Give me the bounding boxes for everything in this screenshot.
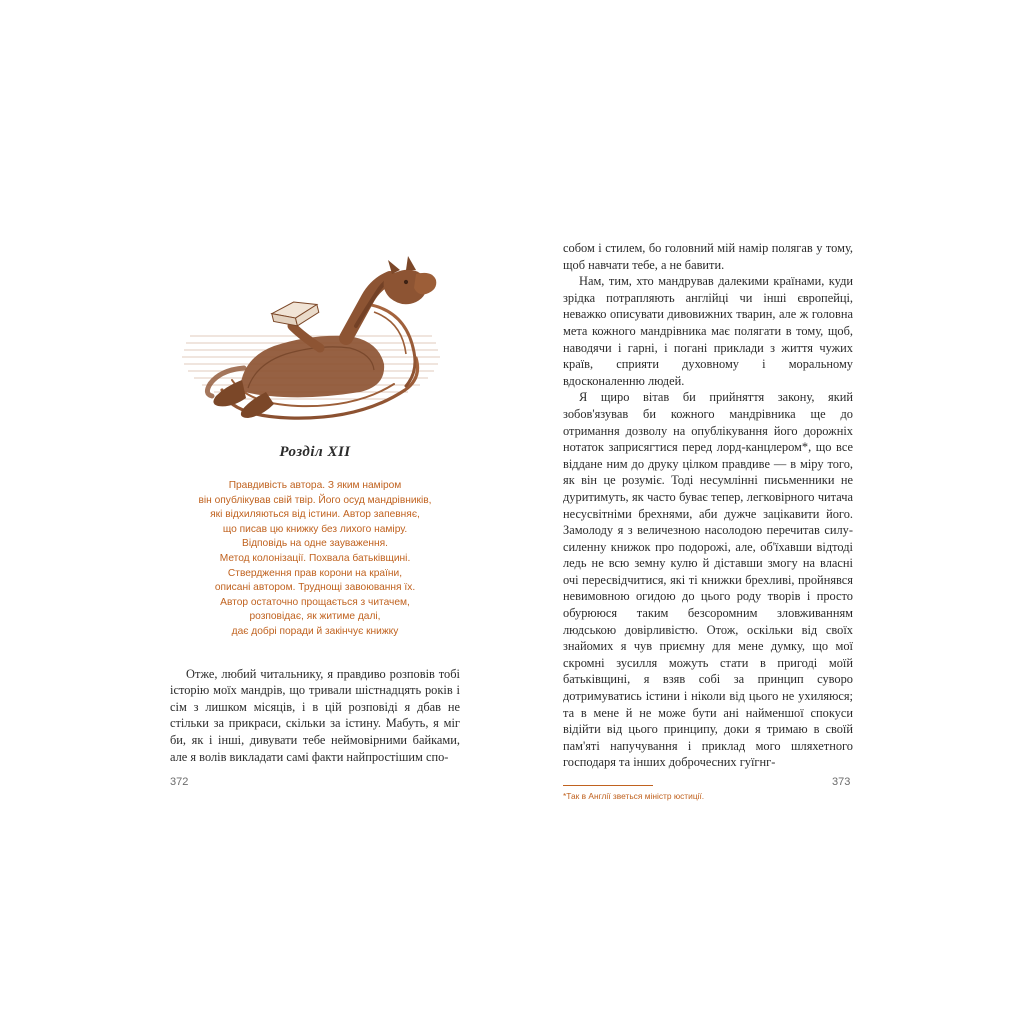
paragraph: Нам, тим, хто мандрував далекими країнами, куди зрідка потрапляють англійці чи інші європейці, неважко описувати дивовижних тварин, але ж головна мета кожного мандрівника має полягати в тому, щоб, наводячи і гарні, і погані приклади з життя чужих країв, сприяти духовному і моральному вдосконаленню людей. (563, 274, 853, 388)
synopsis-line: розповідає, як житиме далі, (249, 611, 381, 623)
synopsis-line: Відповідь на одне зауваження. (242, 538, 388, 550)
synopsis-line: дає добрі поради й закінчує книжку (231, 625, 399, 637)
paragraph: Отже, любий читальнику, я правдиво розповів тобі історію моїх мандрів, що тривали шістнадцять років і сім з лишком місяців, і в цій розповіді я дбав не стільки за прикраси, скільки за істину. Мабуть, я міг би, як і інші, дивувати тебе неймовірними байками, але я волів викладати самі факти найпростішим спо- (170, 666, 460, 764)
synopsis-line: описані автором. Труднощі завоювання їх. (214, 582, 416, 594)
right-page-body (563, 240, 853, 771)
synopsis-line: які відхиляються від істини. Автор запевняє, (210, 509, 420, 521)
footnote-divider (563, 785, 653, 786)
page-number-right: 373 (832, 776, 851, 788)
page-number-left: 372 (170, 776, 189, 788)
synopsis-line: Автор остаточно прощається з читачем, (220, 596, 410, 608)
left-page-body (170, 666, 460, 766)
horse-reading-book-icon (170, 240, 452, 430)
paragraph: Я щиро вітав би прийняття закону, який зобов'язував би кожного мандрівника ще до отримання дозволу на опублікування його дорожніх нотаток заприсягтися перед лорд-канцлером*, що все віддане ним до друку цілком правдиве — в міру того, як він це розуміє. Тоді несумлінні письменники не дуритимуть, як часто буває тепер, легковірного читача несусвітніми брехнями, аби дужче зацікавити його. Замолоду я з величезною насолодою перечитав силу-силенну книжок про подорожі, але, об'їхавши відтоді ледь не всю земну кулю й діставши змогу на власні очі пересвідчитися, які ті книжки брехливі, пройнявся невимовною огидою до цього роду творів і просто обурююся таким безсоромним зловживанням людською довірливістю. Отож, оскільки від своїх знайомих я чув приємну для мене думку, що мої скромні зусилля можуть стати в пригоді моїй батьківщині, я взяв собі за принцип суворо дотримуватись істини і ніколи від цього не ухиляюся; та в мене й не може бути ані найменшої спокуси відійти від цього принципу, доки я тримаю в своїй пам'яті напучування і приклад мого шляхетного господаря та інших доброчесних гуїгнг- (563, 390, 853, 770)
synopsis-line: Ствердження прав корони на країни, (227, 567, 403, 579)
synopsis-line: Правдивість автора. З яким наміром (228, 480, 402, 491)
paragraph: собом і стилем, бо головний мій намір полягав у тому, щоб навчати тебе, а не бавити. (563, 241, 853, 272)
synopsis-line: він опублікував свій твір. Його осуд мандрівників, (198, 494, 432, 506)
left-page (170, 240, 460, 765)
chapter-illustration (170, 240, 452, 430)
right-page (563, 240, 853, 802)
chapter-title: Розділ XII (279, 444, 351, 460)
synopsis-line: Метод колонізації. Похвала батьківщині. (219, 552, 411, 564)
synopsis-line: що писав цю книжку без лихого наміру. (222, 523, 408, 535)
chapter-synopsis (170, 479, 460, 640)
footnote-text: *Так в Англії зветься міністр юстиції. (563, 791, 705, 801)
